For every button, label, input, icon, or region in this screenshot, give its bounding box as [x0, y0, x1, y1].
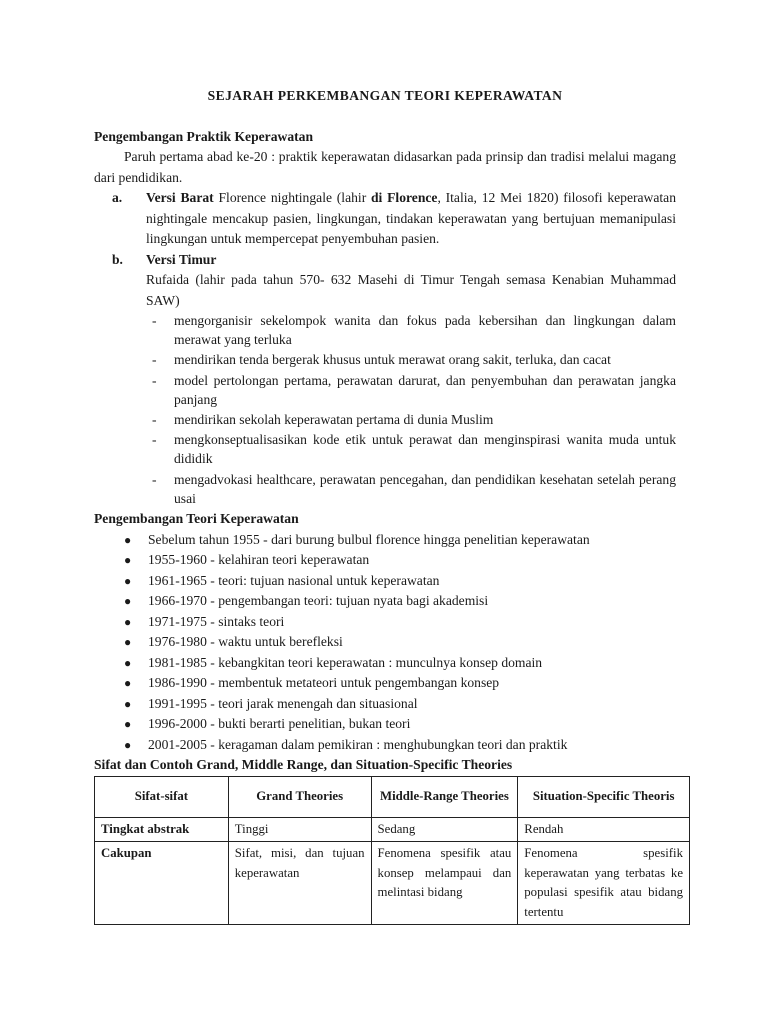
list-item-text: 1976-1980 - waktu untuk berefleksi	[148, 634, 343, 650]
list-item-text: 1961-1965 - teori: tujuan nasional untuk keperawatan	[148, 572, 440, 588]
document-page	[94, 86, 683, 925]
list-item-text: mendirikan sekolah keperawatan pertama di dunia Muslim	[174, 412, 494, 428]
list-item-text: mengorganisir sekelompok wanita dan fokus pada kebersihan dan lingkungan dalam merawat yang terluka	[174, 313, 676, 348]
column-header: Grand Theories	[228, 776, 371, 817]
versi-barat-label: Versi Barat	[146, 190, 214, 205]
bullet-icon: ●	[124, 532, 132, 547]
dash-bullet: -	[152, 352, 157, 368]
table-cell: Sifat, misi, dan tujuan keperawatan	[228, 842, 371, 925]
list-item-text: 1981-1985 - kebangkitan teori keperawatan : munculnya konsep domain	[148, 654, 543, 670]
list-item	[94, 653, 676, 674]
table-row	[95, 817, 690, 842]
list-item	[94, 550, 676, 571]
list-item-versi-barat	[94, 188, 676, 250]
intro-paragraph: Paruh pertama abad ke-20 : praktik keperawatan didasarkan pada prinsip dan tradisi melalui magang dari pendidikan.	[94, 149, 676, 185]
list-item-text: 1991-1995 - teori jarak menengah dan situasional	[148, 695, 418, 711]
list-item	[94, 694, 676, 715]
dash-bullet: -	[152, 313, 157, 328]
list-item-text: 1986-1990 - membentuk metateori untuk pengembangan konsep	[148, 675, 500, 691]
column-header: Sifat-sifat	[95, 776, 229, 817]
versi-timur-label: Versi Timur	[146, 251, 217, 267]
bullet-icon: ●	[124, 573, 132, 588]
section-heading-praktik: Pengembangan Praktik Keperawatan	[94, 128, 314, 144]
dash-bullet: -	[152, 471, 157, 487]
dash-bullet: -	[152, 372, 157, 388]
table-cell: Tinggi	[228, 817, 371, 842]
list-item	[94, 311, 676, 349]
list-item	[94, 430, 676, 468]
column-header: Middle-Range Theories	[371, 776, 518, 817]
bullet-icon: ●	[124, 696, 132, 711]
theories-table	[94, 776, 690, 926]
list-item-text: 1971-1975 - sintaks teori	[148, 613, 285, 629]
column-header: Situation-Specific Theoris	[518, 776, 690, 817]
timeline-list	[94, 530, 676, 756]
list-item	[94, 612, 676, 633]
list-item	[94, 470, 676, 508]
list-marker: b.	[112, 251, 123, 267]
list-item-text: 1996-2000 - bukti berarti penelitian, bukan teori	[148, 716, 411, 732]
version-list	[94, 188, 676, 311]
dash-bullet: -	[152, 412, 157, 428]
versi-barat-text2: , Italia, 12 Mei 1820) filosofi keperawatan nightingale mencakup pasien, lingkungan, tindakan keperawatan yang bertujuan memanipulasi lingkungan untuk mempercepat penyembuhan pasien.	[146, 190, 677, 246]
table-cell: Fenomena spesifik keperawatan yang terbatas ke populasi spesifik atau bidang tertentu	[518, 842, 690, 925]
section-heading-teori: Pengembangan Teori Keperawatan	[94, 511, 299, 527]
list-item-text: 1955-1960 - kelahiran teori keperawatan	[148, 552, 370, 568]
dash-bullet: -	[152, 432, 157, 448]
table-cell: Sedang	[371, 817, 518, 842]
bullet-icon: ●	[124, 635, 132, 650]
list-item-text: 2001-2005 - keragaman dalam pemikiran : menghubungkan teori dan praktik	[148, 736, 568, 752]
bullet-icon: ●	[124, 594, 132, 609]
bullet-icon: ●	[124, 655, 132, 670]
bullet-icon: ●	[124, 614, 132, 629]
list-marker: a.	[112, 190, 123, 205]
list-item	[94, 632, 676, 653]
bullet-icon: ●	[124, 553, 132, 568]
list-item-text: 1966-1970 - pengembangan teori: tujuan nyata bagi akademisi	[148, 593, 489, 609]
table-cell: Rendah	[518, 817, 690, 842]
list-item	[94, 591, 676, 612]
list-item	[94, 371, 676, 409]
list-item	[94, 714, 676, 735]
table-title: Sifat dan Contoh Grand, Middle Range, dan Situation-Specific Theories	[94, 757, 513, 773]
list-item-text: mendirikan tenda bergerak khusus untuk merawat orang sakit, terluka, dan cacat	[174, 352, 611, 368]
list-item	[94, 673, 676, 694]
list-item	[94, 350, 676, 369]
list-item-text: mengadvokasi healthcare, perawatan pencegahan, dan pendidikan kesehatan setelah perang usai	[174, 471, 676, 506]
versi-timur-text: Rufaida (lahir pada tahun 570- 632 Masehi di Timur Tengah semasa Kenabian Muhammad SAW)	[146, 272, 676, 308]
versi-barat-bold: di Florence	[371, 190, 438, 205]
bullet-icon: ●	[124, 737, 132, 752]
list-item-text: model pertolongan pertama, perawatan darurat, dan penyembuhan dan perawatan jangka panjang	[174, 372, 676, 407]
bullet-icon: ●	[124, 676, 132, 691]
list-item-text: Sebelum tahun 1955 - dari burung bulbul florence hingga penelitian keperawatan	[148, 531, 590, 547]
bullet-icon: ●	[124, 717, 132, 732]
row-header: Cakupan	[95, 842, 229, 925]
row-header: Tingkat abstrak	[95, 817, 229, 842]
list-item-versi-timur	[94, 250, 676, 312]
versi-barat-text1: Florence nightingale (lahir	[213, 190, 371, 205]
list-item	[94, 530, 676, 551]
table-header-row	[95, 776, 690, 817]
page-title: SEJARAH PERKEMBANGAN TEORI KEPERAWATAN	[207, 88, 563, 103]
table-cell: Fenomena spesifik atau konsep melampaui dan melintasi bidang	[371, 842, 518, 925]
rufaida-list	[94, 311, 676, 508]
list-item	[94, 735, 676, 756]
list-item	[94, 410, 676, 429]
table-row	[95, 842, 690, 925]
list-item	[94, 571, 676, 592]
list-item-text: mengkonseptualisasikan kode etik untuk perawat dan menginspirasi wanita muda untuk dididik	[174, 432, 676, 467]
